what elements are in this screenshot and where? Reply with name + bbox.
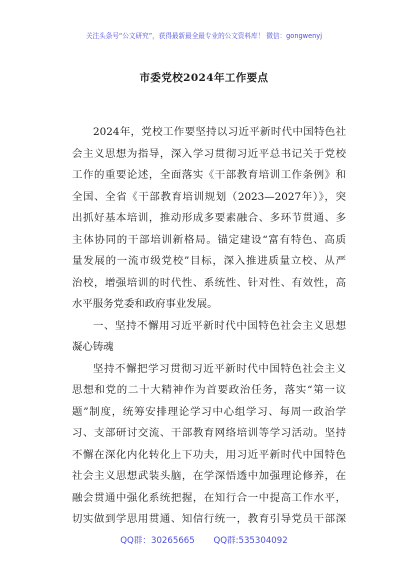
- section1-line-6: 社会主义思想武装头脑，在学深悟透中加强理论修养，在: [72, 470, 346, 482]
- footer-qq-groups: [0, 534, 408, 546]
- intro-line-6: 主体协同的干部培训新格局。锚定建设“富有特色、高质: [72, 233, 346, 246]
- header-banner: 关注头条号“公文研究”，获得最新最全最专业的公文资料库！ 微信：gongwenyj: [85, 32, 323, 40]
- intro-line-3: 工作的重要论述，全面落实《干部教育培训工作条例》和: [72, 169, 346, 181]
- section1-heading-line-1: 一、坚持不懈用习近平新时代中国特色社会主义思想: [93, 319, 346, 332]
- intro-line-4: 全国、全省《干部教育培训规划（2023—2027年）》，突: [72, 190, 346, 203]
- section1-line-8: 切实做到学思用贯通、知信行统一，教育引导党员干部深: [72, 513, 346, 525]
- section1-line-2: 思想和党的二十大精神作为首要政治任务，落实“第一议: [72, 384, 346, 396]
- section1-line-7: 融会贯通中强化系统把握，在知行合一中提高工作水平，: [72, 491, 346, 504]
- document-title: 市委党校2024年工作要点: [139, 72, 269, 84]
- section1-line-4: 习、支部研讨交流、干部教育网络培训等学习活动。坚持: [72, 427, 346, 439]
- document-body: [72, 122, 346, 531]
- intro-line-1: 2024年，党校工作要坚持以习近平新时代中国特色社: [93, 126, 346, 138]
- footer-qq-group-1: QQ群：30265665: [120, 536, 195, 546]
- intro-line-7: 量发展的一流市级党校”目标，深入推进质量立校、从严: [72, 255, 346, 267]
- intro-line-9: 水平服务党委和政府事业发展。: [72, 298, 218, 310]
- intro-line-5: 出抓好基本培训，推动形成多要素融合、多环节贯通、多: [72, 212, 346, 224]
- intro-line-8: 治校，增强培训的时代性、系统性、针对性、有效性，高: [72, 276, 346, 289]
- section1-line-5: 不懈在深化内化转化上下功夫，用习近平新时代中国特色: [72, 448, 346, 461]
- section1-heading-line-2: 凝心铸魂: [72, 341, 114, 353]
- section1-line-3: 题”制度，统筹安排理论学习中心组学习、每周一政治学: [72, 405, 346, 418]
- section1-line-1: 坚持不懈把学习贯彻习近平新时代中国特色社会主义: [93, 362, 346, 375]
- intro-line-2: 会主义思想为指导，深入学习贯彻习近平总书记关于党校: [72, 147, 346, 160]
- footer-qq-group-2: QQ群:535304092: [213, 536, 288, 546]
